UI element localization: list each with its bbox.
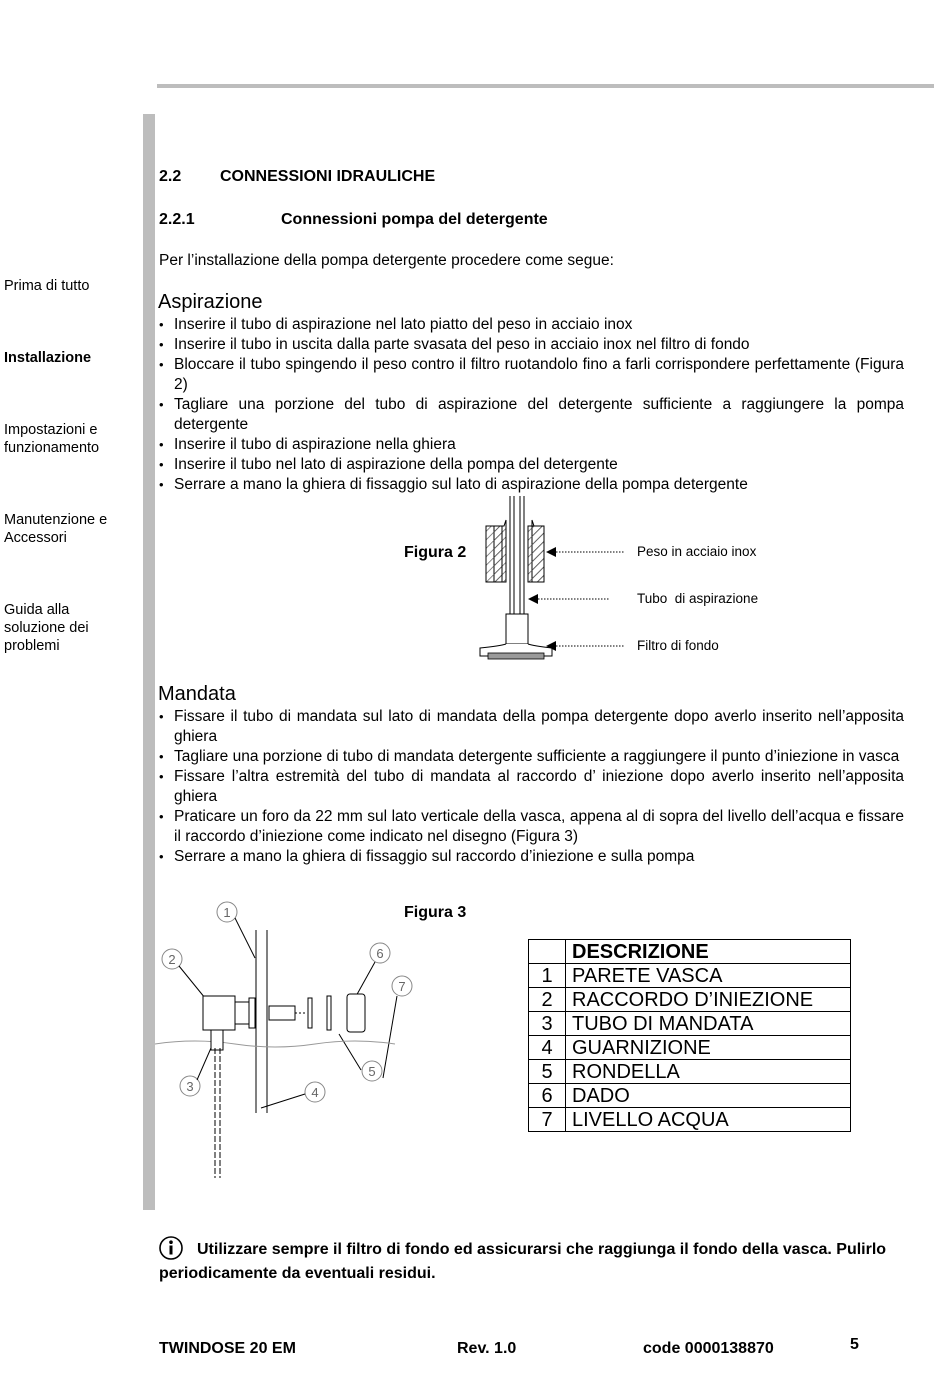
aspirazione-list: [158, 315, 904, 495]
table-cell-n: 4: [529, 1036, 566, 1060]
table-cell-n: 6: [529, 1084, 566, 1108]
list-item: • Serrare a mano la ghiera di fissaggio sul raccordo d’iniezione e sulla pompa: [158, 847, 904, 867]
num-1: 1: [223, 905, 231, 920]
list-item: • Inserire il tubo di aspirazione nella ghiera: [158, 435, 904, 455]
table-row: [529, 1084, 851, 1108]
sidebar-item-prima-di-tutto: Prima di tutto: [4, 278, 90, 294]
subsection-number: 2.2.1: [159, 211, 195, 228]
list-item: • Serrare a mano la ghiera di fissaggio sul lato di aspirazione della pompa detergente: [158, 475, 904, 495]
gasket-washer-nut: [308, 994, 365, 1032]
injection-fitting: [203, 996, 295, 1050]
filter-shape: [480, 614, 552, 659]
note-text: Utilizzare sempre il filtro di fondo ed assicurarsi che raggiunga il fondo della vasca. Pulirlo periodicamente da eventuali residui.: [159, 1241, 887, 1282]
table-row: [529, 1036, 851, 1060]
table-header: DESCRIZIONE: [566, 940, 851, 964]
tank-wall: [256, 930, 267, 1113]
figura2-drawing: [470, 496, 630, 666]
table-cell-n: 3: [529, 1012, 566, 1036]
aspirazione-title: Aspirazione: [158, 291, 263, 313]
table-row: [529, 1012, 851, 1036]
num-5: 5: [368, 1064, 376, 1079]
delivery-tube: [215, 1048, 220, 1178]
list-item: • Tagliare una porzione del tubo di aspirazione del detergente sufficiente a raggiungere la pompa detergente: [158, 395, 904, 435]
page-number: 5: [850, 1336, 859, 1353]
sidebar-item-impostazioni: Impostazioni e funzionamento: [4, 422, 100, 456]
list-item: • Inserire il tubo nel lato di aspirazione della pompa del detergente: [158, 455, 904, 475]
footer-code: code 0000138870: [643, 1340, 774, 1357]
callout-filtro: Filtro di fondo: [637, 638, 719, 653]
list-item: • Bloccare il tubo spingendo il peso contro il filtro ruotandolo fino a farli corrispondere perfettamente (Figura 2): [158, 355, 904, 395]
list-item: • Fissare il tubo di mandata sul lato di mandata della pompa detergente dopo averlo inserito nell’apposita ghiera: [158, 707, 904, 747]
footer-revision: Rev. 1.0: [457, 1340, 517, 1357]
water-level: [155, 1041, 395, 1047]
table-header-row: [529, 940, 851, 964]
mandata-title: Mandata: [158, 683, 236, 705]
callout-tubo: Tubo di aspirazione: [637, 591, 759, 606]
table-cell-desc: RACCORDO D’INIEZIONE: [566, 988, 851, 1012]
subsection-heading: [159, 211, 548, 229]
info-icon: [159, 1236, 183, 1260]
table-cell-desc: LIVELLO ACQUA: [566, 1108, 851, 1132]
table-row: [529, 1060, 851, 1084]
num-4: 4: [311, 1085, 319, 1100]
intro-text: Per l’installazione della pompa detergente procedere come segue:: [159, 252, 614, 269]
top-divider: [157, 84, 934, 88]
side-divider: [143, 114, 155, 1210]
table-row: [529, 988, 851, 1012]
table-cell-n: 5: [529, 1060, 566, 1084]
table-cell-n: 1: [529, 964, 566, 988]
tube-shape: [510, 496, 524, 616]
list-item: • Praticare un foro da 22 mm sul lato verticale della vasca, appena al di sopra del livello dell’acqua e fissare il raccordo d’iniezione come indicato nel disegno (Figura 3): [158, 807, 904, 847]
section-heading: [159, 168, 435, 186]
table-cell-desc: TUBO DI MANDATA: [566, 1012, 851, 1036]
sidebar-item-installazione: Installazione: [4, 350, 92, 366]
list-item: • Fissare l’altra estremità del tubo di mandata al raccordo d’ iniezione dopo averlo inserito nell’apposita ghiera: [158, 767, 904, 807]
section-title: CONNESSIONI IDRAULICHE: [220, 168, 436, 185]
table-cell-desc: RONDELLA: [566, 1060, 851, 1084]
figura3-drawing: [155, 898, 425, 1188]
num-2: 2: [168, 952, 176, 967]
table-cell-desc: GUARNIZIONE: [566, 1036, 851, 1060]
section-number: 2.2: [159, 168, 182, 185]
table-cell-n: 7: [529, 1108, 566, 1132]
table-cell-n: 2: [529, 988, 566, 1012]
description-table: [528, 939, 851, 1132]
mandata-list: [158, 707, 904, 867]
info-note: [159, 1236, 906, 1286]
callout-peso: Peso in acciaio inox: [637, 544, 757, 559]
num-6: 6: [376, 946, 384, 961]
table-cell-desc: DADO: [566, 1084, 851, 1108]
list-item: • Tagliare una porzione di tubo di mandata detergente sufficiente a raggiungere il punto d’iniezione in vasca: [158, 747, 904, 767]
table-cell-desc: PARETE VASCA: [566, 964, 851, 988]
num-3: 3: [186, 1079, 194, 1094]
footer-model: TWINDOSE 20 EM: [159, 1340, 296, 1357]
table-row: [529, 1108, 851, 1132]
subsection-title: Connessioni pompa del detergente: [281, 211, 548, 228]
list-item: • Inserire il tubo di aspirazione nel lato piatto del peso in acciaio inox: [158, 315, 904, 335]
sidebar-item-manutenzione: Manutenzione e Accessori: [4, 512, 108, 546]
figura3-label: Figura 3: [404, 904, 467, 921]
list-item: • Inserire il tubo in uscita dalla parte svasata del peso in acciaio inox nel filtro di fondo: [158, 335, 904, 355]
sidebar-item-guida: Guida alla soluzione dei problemi: [4, 602, 89, 654]
table-row: [529, 964, 851, 988]
num-7: 7: [398, 979, 406, 994]
table-header-empty: [529, 940, 566, 964]
weight-shape: [486, 520, 544, 582]
figura2-label: Figura 2: [404, 544, 467, 561]
